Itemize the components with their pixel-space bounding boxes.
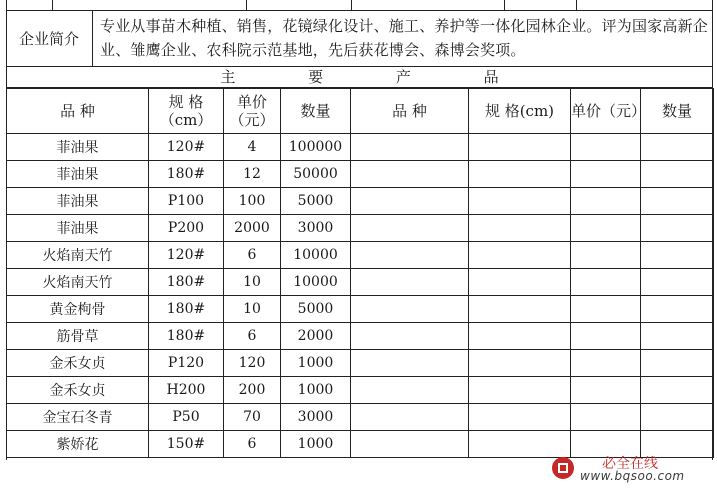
cell-variety: 菲油果 <box>7 188 149 215</box>
cell-qty: 5000 <box>281 296 351 323</box>
table-row <box>7 188 714 215</box>
cell-price: 120 <box>224 350 281 377</box>
empty-cell <box>469 404 571 431</box>
empty-cell <box>571 269 641 296</box>
empty-cell <box>469 188 571 215</box>
empty-cell <box>641 404 714 431</box>
empty-cell <box>571 161 641 188</box>
table-row <box>7 161 714 188</box>
empty-cell <box>469 296 571 323</box>
table-row <box>7 134 714 161</box>
header-qty-right: 数量 <box>641 89 714 134</box>
cell-spec: 120# <box>149 134 224 161</box>
cell-qty: 50000 <box>281 161 351 188</box>
cell-spec: P120 <box>149 350 224 377</box>
cell-variety: 火焰南天竹 <box>7 242 149 269</box>
empty-cell <box>351 350 469 377</box>
empty-cell <box>351 215 469 242</box>
cell-qty: 100000 <box>281 134 351 161</box>
product-sheet <box>6 0 713 460</box>
table-row <box>7 296 714 323</box>
cell-variety: 菲油果 <box>7 134 149 161</box>
cell-qty: 10000 <box>281 269 351 296</box>
cell-price: 6 <box>224 323 281 350</box>
empty-cell <box>351 323 469 350</box>
table-row <box>7 404 714 431</box>
empty-cell <box>469 242 571 269</box>
cell-variety: 紫娇花 <box>7 431 149 458</box>
empty-cell <box>571 242 641 269</box>
cell-spec: 180# <box>149 269 224 296</box>
cell-price: 6 <box>224 431 281 458</box>
table-header-row <box>7 89 714 134</box>
cell-qty: 3000 <box>281 404 351 431</box>
cell-qty: 5000 <box>281 188 351 215</box>
empty-cell <box>469 377 571 404</box>
cell-price: 200 <box>224 377 281 404</box>
cell-variety: 菲油果 <box>7 161 149 188</box>
empty-cell <box>351 404 469 431</box>
header-spec: 规 格（cm） <box>149 89 224 134</box>
header-price-right: 单价（元） <box>571 89 641 134</box>
table-row <box>7 269 714 296</box>
empty-cell <box>351 296 469 323</box>
empty-cell <box>469 350 571 377</box>
empty-cell <box>641 296 714 323</box>
cell-price: 6 <box>224 242 281 269</box>
cell-spec: P50 <box>149 404 224 431</box>
table-row <box>7 215 714 242</box>
watermark-logo-icon <box>552 457 574 479</box>
cell-qty: 3000 <box>281 215 351 242</box>
cell-variety: 火焰南天竹 <box>7 269 149 296</box>
products-table <box>6 88 714 458</box>
empty-cell <box>641 161 714 188</box>
company-intro-text: 专业从事苗木种植、销售，花镜绿化设计、施工、养护等一体化园林企业。评为国家高新企业、雏鹰企业、农科院示范基地，先后获花博会、森博会奖项。 <box>100 17 709 59</box>
cell-spec: H200 <box>149 377 224 404</box>
empty-cell <box>641 188 714 215</box>
cell-variety: 金禾女贞 <box>7 377 149 404</box>
empty-cell <box>641 323 714 350</box>
empty-cell <box>469 161 571 188</box>
cell-price: 4 <box>224 134 281 161</box>
section-title: 主 要 产 品 <box>6 66 713 88</box>
empty-cell <box>351 431 469 458</box>
empty-cell <box>571 296 641 323</box>
header-variety: 品 种 <box>7 89 149 134</box>
cell-price: 2000 <box>224 215 281 242</box>
watermark-url: www.bqsoo.com <box>580 469 685 483</box>
empty-cell <box>641 350 714 377</box>
cell-variety: 金禾女贞 <box>7 350 149 377</box>
cell-price: 12 <box>224 161 281 188</box>
watermark-name: 必全在线 <box>602 456 658 472</box>
cell-price: 10 <box>224 296 281 323</box>
empty-cell <box>571 215 641 242</box>
cell-spec: 180# <box>149 161 224 188</box>
cell-qty: 1000 <box>281 377 351 404</box>
cell-spec: P100 <box>149 188 224 215</box>
empty-cell <box>571 188 641 215</box>
empty-cell <box>571 323 641 350</box>
empty-cell <box>641 215 714 242</box>
empty-cell <box>469 323 571 350</box>
watermark <box>552 453 702 483</box>
empty-cell <box>571 134 641 161</box>
header-variety-right: 品 种 <box>351 89 469 134</box>
table-row <box>7 323 714 350</box>
empty-cell <box>571 377 641 404</box>
empty-cell <box>351 242 469 269</box>
empty-cell <box>641 242 714 269</box>
cell-spec: 180# <box>149 323 224 350</box>
cell-qty: 1000 <box>281 350 351 377</box>
empty-cell <box>641 377 714 404</box>
header-qty: 数量 <box>281 89 351 134</box>
table-row <box>7 350 714 377</box>
cell-spec: 180# <box>149 296 224 323</box>
empty-cell <box>351 269 469 296</box>
company-intro-row <box>6 10 713 67</box>
empty-cell <box>469 134 571 161</box>
empty-cell <box>571 404 641 431</box>
header-price: 单价（元） <box>224 89 281 134</box>
empty-cell <box>571 350 641 377</box>
cell-qty: 2000 <box>281 323 351 350</box>
cell-price: 10 <box>224 269 281 296</box>
cell-spec: P200 <box>149 215 224 242</box>
cell-variety: 金宝石冬青 <box>7 404 149 431</box>
cell-spec: 150# <box>149 431 224 458</box>
empty-cell <box>351 134 469 161</box>
cell-price: 70 <box>224 404 281 431</box>
company-intro-label: 企业简介 <box>6 10 93 66</box>
empty-cell <box>641 134 714 161</box>
cell-qty: 10000 <box>281 242 351 269</box>
cell-spec: 120# <box>149 242 224 269</box>
cell-variety: 菲油果 <box>7 215 149 242</box>
table-row <box>7 242 714 269</box>
cell-variety: 筋骨草 <box>7 323 149 350</box>
empty-cell <box>351 161 469 188</box>
empty-cell <box>351 377 469 404</box>
cell-price: 100 <box>224 188 281 215</box>
table-row <box>7 377 714 404</box>
empty-cell <box>469 215 571 242</box>
cell-qty: 1000 <box>281 431 351 458</box>
header-spec-right: 规 格(cm) <box>469 89 571 134</box>
empty-cell <box>641 269 714 296</box>
cell-variety: 黄金枸骨 <box>7 296 149 323</box>
empty-cell <box>351 188 469 215</box>
empty-cell <box>469 269 571 296</box>
